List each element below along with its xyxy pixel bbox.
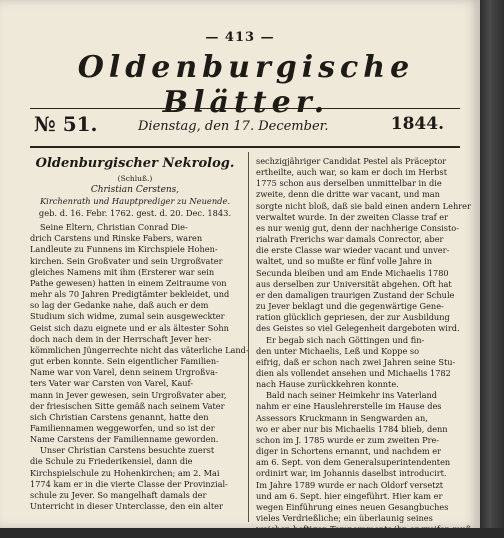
text-line: den unter Michaelis, Leß und Koppe so [256, 345, 420, 356]
masthead-title: Oldenburgische Blätter. [77, 50, 415, 120]
text-line: wo er aber nur bis Michaelis 1784 blieb, denn [256, 423, 448, 434]
text-line: ertheilte, auch war, so kam er doch im Herbst [256, 167, 448, 178]
text-line: ordinirt war, im Johannis daselbst introducirt. [256, 468, 447, 479]
text-line: schon im J. 1785 wurde er zum zweiten Pre- [256, 434, 440, 445]
text-line: Pathe gewesen) hatten in einem Zeitraume von [30, 277, 227, 288]
article-note: (Schluß.) [117, 174, 153, 183]
text-line: wegen Einführung eines neuen Gesangbuches [256, 501, 449, 512]
text-line: und am 6. Sept. hier eingeführt. Hier kam er [256, 490, 443, 501]
text-line: die erste Classe war wieder vacant und unver- [256, 245, 450, 256]
text-line: dien als vollendet ansehen und Michaelis 1782 [256, 367, 451, 378]
text-line: Er begab sich nach Göttingen und fin- [266, 334, 425, 345]
text-line: schule zu Jever. So mangelhaft damals der [30, 489, 207, 500]
text-line: gut erben konnte. Sein eigentlicher Familien- [30, 356, 219, 367]
text-line: zu Jever beklagt und die gegenwärtige Gene- [256, 301, 444, 312]
text-line: der friesischen Sitte gemäß nach seinem Vater [30, 400, 225, 411]
text-line: verwaltet wurde. In der zweiten Classe traf er [256, 211, 449, 222]
text-line: nahm er eine Hauslehrerstelle im Hause des [256, 401, 442, 412]
left-column [30, 156, 249, 512]
text-line: Name Carstens der Familienname geworden. [30, 434, 219, 445]
text-line: mann in Jever gewesen, sein Urgroßvater aber, [30, 389, 227, 400]
text-line: diger in Schortens ernannt, und nachdem er [256, 446, 442, 457]
text-line: Landleute zu Funnens im Kirchspiele Hohen- [30, 244, 218, 255]
text-line: zweite, denn die dritte war vacant, und man [256, 189, 440, 200]
text-line: sorgte nicht bloß, daß sie bald einen andern Lehrer [256, 200, 471, 211]
text-line: eifrig, daß er schon nach zwei Jahren seine Stu- [256, 356, 456, 367]
text-line: die Schule zu Friederikensiel, dann die [30, 456, 193, 467]
text-line: Secunda bleiben und am Ende Michaelis 1780 [256, 267, 449, 278]
left-body-text [30, 222, 249, 512]
text-line: ters Vater war Carsten von Varel, Kauf- [30, 378, 194, 389]
text-line: sechzigjähriger Candidat Pestel als Präceptor [256, 156, 447, 166]
right-column [256, 156, 471, 535]
issue-bar [34, 108, 464, 138]
text-line: Kirchspielschule zu Hohenkirchen; am 2. Mai [30, 467, 220, 478]
text-line: gleiches Namens mit ihm (Ersterer war sein [30, 266, 215, 277]
issue-number: № 51. [34, 112, 98, 136]
text-line: Assessors Kruckmann in Sengwarden an, [256, 412, 428, 423]
person-dates: geb. d. 16. Febr. 1762. gest. d. 20. Dec. 1843. [38, 208, 232, 219]
text-line: 1774 kam er in die vierte Classe der Provinzial- [30, 478, 228, 489]
text-line: Unser Christian Carstens besuchte zuerst [40, 445, 215, 456]
article-headline: Oldenburgischer Nekrolog. [35, 156, 235, 171]
text-line: Familiennamen weggeworfen, und so ist der [30, 422, 215, 433]
text-line: aus derselben zur Universität abgehen. Oft hat [256, 278, 452, 289]
text-line: vieles Verdrießliche; ein überlaunig seines [256, 513, 433, 523]
text-line: Unterricht in dieser Unterclasse, den ein alter [30, 501, 223, 512]
issue-date: Dienstag, den 17. December. [138, 119, 329, 134]
bottom-rule [30, 146, 460, 148]
text-line: drich Carstens und Rinske Fabers, waren [30, 233, 203, 244]
text-line: 1775 schon aus derselben unmittelbar in die [256, 178, 442, 189]
text-line: sich Christian Carstens genannt, hatte den [30, 411, 209, 422]
text-line: kirchen. Sein Großvater und sein Urgroßvater [30, 255, 223, 266]
text-line: nach Hause zurückkehren konnte. [256, 379, 399, 390]
person-name: Christian Cerstens, [90, 185, 180, 196]
text-line: so lag der Gedanke nahe, daß auch er dem [30, 300, 209, 311]
text-line: Im Jahre 1789 wurde er nach Oldorf versetzt [256, 479, 444, 490]
person-role: Kirchenrath und Hauptprediger zu Neuende. [39, 196, 231, 207]
text-line: kömmlichen Jüngerrechte nicht das väterliche Land- [30, 344, 249, 355]
text-line: doch nach dem in der Herrschaft Jever her- [30, 333, 212, 344]
text-line: es nur wenig gut, denn der nachherige Consisto- [256, 222, 459, 233]
page-number: — 413 — [205, 30, 275, 45]
text-line: Studium sich widme, zumal sein ausgeweckter [30, 311, 225, 322]
text-line: des Geistes so viel Gelegenheit dargeboten wird. [256, 323, 460, 334]
binding-edge [480, 0, 504, 538]
column-separator [248, 152, 249, 522]
right-body-text [256, 156, 471, 535]
text-line: Bald nach seiner Heimkehr ins Vaterland [266, 390, 438, 401]
text-line: ration glücklich gepriesen, der zur Ausbildung [256, 312, 450, 323]
text-line: Geist sich dazu eignete und er als ältester Sohn [30, 322, 229, 333]
text-line: Name war von Varel, denn seinem Urgroßva- [30, 367, 218, 378]
page-bottom-edge [0, 528, 504, 538]
text-line: waltet, und so mußte er fünf volle Jahre in [256, 256, 433, 267]
text-line: Seine Eltern, Christian Conrad Die- [40, 222, 188, 233]
text-line: er den damaligen traurigen Zustand der Schule [256, 289, 455, 300]
issue-year: 1844. [390, 114, 444, 134]
text-line: am 6. Sept. von dem Generalsuperintendenten [256, 457, 451, 468]
text-line: rialrath Frerichs war damals Conrector, aber [256, 234, 444, 245]
text-line: mehr als 70 Jahren Predigtämter bekleidet, und [30, 289, 230, 300]
